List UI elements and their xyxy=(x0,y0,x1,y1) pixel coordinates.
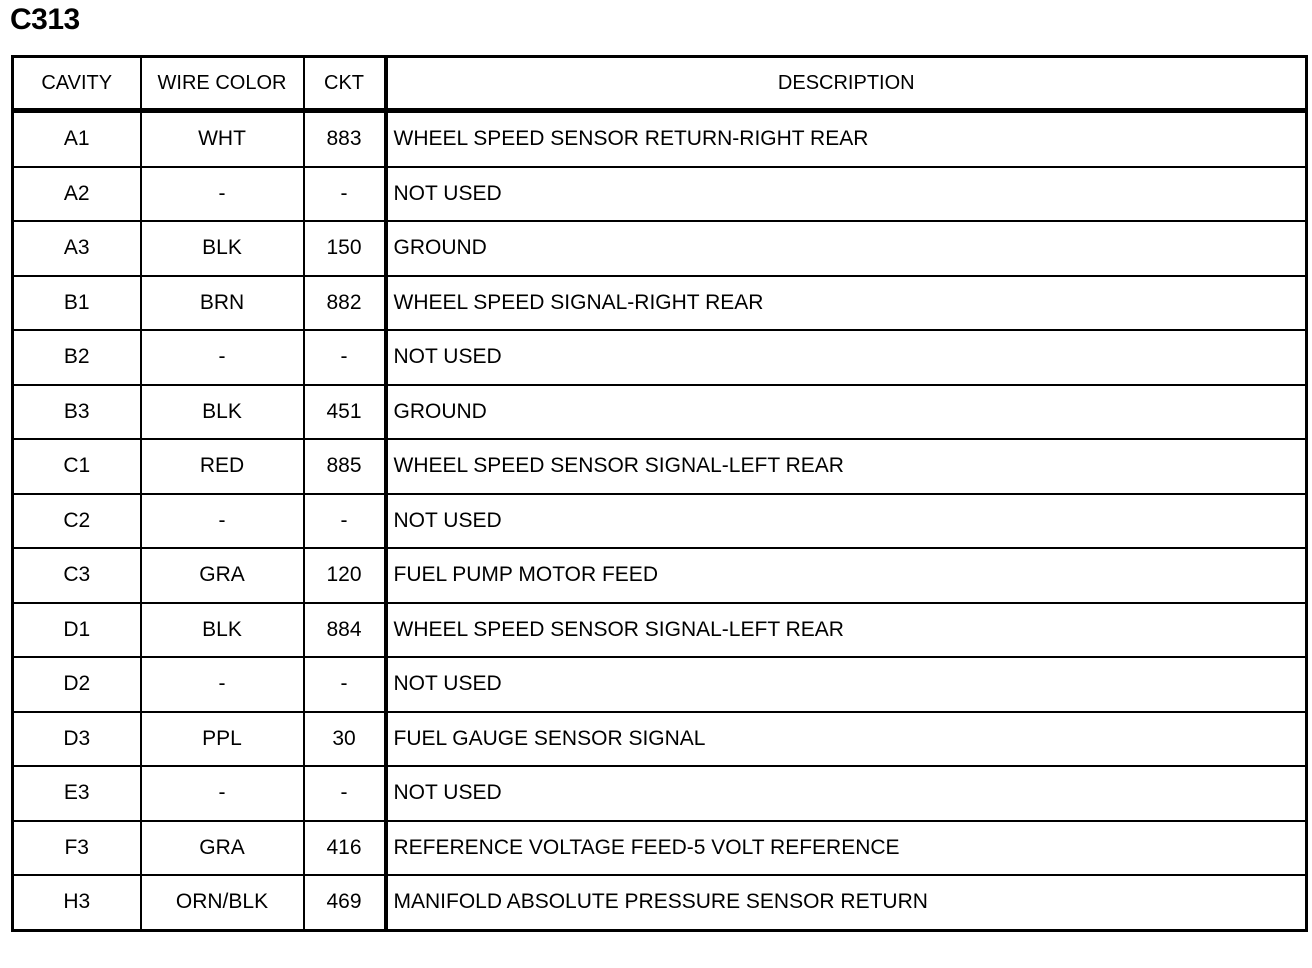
cell-ckt: - xyxy=(304,657,386,712)
cell-ckt: - xyxy=(304,167,386,222)
cell-description: MANIFOLD ABSOLUTE PRESSURE SENSOR RETURN xyxy=(386,875,1307,930)
table-row xyxy=(13,330,1307,385)
cell-wire-color: GRA xyxy=(141,548,304,603)
table-row xyxy=(13,821,1307,876)
table-row xyxy=(13,167,1307,222)
cell-wire-color: - xyxy=(141,494,304,549)
cell-wire-color: RED xyxy=(141,439,304,494)
cell-wire-color: - xyxy=(141,167,304,222)
cell-wire-color: GRA xyxy=(141,821,304,876)
cell-description: NOT USED xyxy=(386,330,1307,385)
cell-wire-color: BLK xyxy=(141,385,304,440)
header-wire-color: WIRE COLOR xyxy=(141,57,304,111)
cell-description: GROUND xyxy=(386,221,1307,276)
cell-ckt: 451 xyxy=(304,385,386,440)
cell-wire-color: BLK xyxy=(141,221,304,276)
cell-description: WHEEL SPEED SENSOR SIGNAL-LEFT REAR xyxy=(386,603,1307,658)
cell-cavity: F3 xyxy=(13,821,141,876)
cell-cavity: B3 xyxy=(13,385,141,440)
cell-ckt: 469 xyxy=(304,875,386,930)
table-body xyxy=(13,111,1307,931)
cell-cavity: B2 xyxy=(13,330,141,385)
header-ckt: CKT xyxy=(304,57,386,111)
cell-description: NOT USED xyxy=(386,167,1307,222)
connector-pinout-table xyxy=(11,55,1308,932)
table-row xyxy=(13,276,1307,331)
cell-description: NOT USED xyxy=(386,766,1307,821)
table-row xyxy=(13,712,1307,767)
cell-wire-color: - xyxy=(141,766,304,821)
cell-wire-color: ORN/BLK xyxy=(141,875,304,930)
table-row xyxy=(13,111,1307,167)
cell-description: GROUND xyxy=(386,385,1307,440)
header-cavity: CAVITY xyxy=(13,57,141,111)
cell-ckt: 30 xyxy=(304,712,386,767)
table-row xyxy=(13,875,1307,930)
cell-cavity: E3 xyxy=(13,766,141,821)
cell-cavity: A1 xyxy=(13,111,141,167)
cell-ckt: 885 xyxy=(304,439,386,494)
table-row xyxy=(13,439,1307,494)
cell-ckt: 416 xyxy=(304,821,386,876)
cell-ckt: 120 xyxy=(304,548,386,603)
cell-description: WHEEL SPEED SENSOR RETURN-RIGHT REAR xyxy=(386,111,1307,167)
cell-cavity: H3 xyxy=(13,875,141,930)
cell-description: WHEEL SPEED SENSOR SIGNAL-LEFT REAR xyxy=(386,439,1307,494)
cell-cavity: D2 xyxy=(13,657,141,712)
table-row xyxy=(13,657,1307,712)
table-row xyxy=(13,548,1307,603)
cell-description: FUEL PUMP MOTOR FEED xyxy=(386,548,1307,603)
cell-ckt: - xyxy=(304,766,386,821)
cell-wire-color: WHT xyxy=(141,111,304,167)
cell-wire-color: BRN xyxy=(141,276,304,331)
cell-description: WHEEL SPEED SIGNAL-RIGHT REAR xyxy=(386,276,1307,331)
cell-description: NOT USED xyxy=(386,494,1307,549)
header-description: DESCRIPTION xyxy=(386,57,1307,111)
table-row xyxy=(13,766,1307,821)
cell-cavity: C3 xyxy=(13,548,141,603)
table-row xyxy=(13,385,1307,440)
cell-wire-color: - xyxy=(141,330,304,385)
table-row xyxy=(13,221,1307,276)
cell-ckt: - xyxy=(304,494,386,549)
cell-cavity: A3 xyxy=(13,221,141,276)
connector-title: C313 xyxy=(10,3,80,36)
cell-description: REFERENCE VOLTAGE FEED-5 VOLT REFERENCE xyxy=(386,821,1307,876)
cell-cavity: A2 xyxy=(13,167,141,222)
table-header-row xyxy=(13,57,1307,111)
cell-cavity: C1 xyxy=(13,439,141,494)
cell-ckt: 883 xyxy=(304,111,386,167)
cell-wire-color: BLK xyxy=(141,603,304,658)
cell-ckt: 884 xyxy=(304,603,386,658)
cell-cavity: B1 xyxy=(13,276,141,331)
cell-wire-color: PPL xyxy=(141,712,304,767)
cell-description: NOT USED xyxy=(386,657,1307,712)
cell-cavity: C2 xyxy=(13,494,141,549)
cell-ckt: 150 xyxy=(304,221,386,276)
cell-wire-color: - xyxy=(141,657,304,712)
cell-ckt: - xyxy=(304,330,386,385)
cell-description: FUEL GAUGE SENSOR SIGNAL xyxy=(386,712,1307,767)
table-row xyxy=(13,494,1307,549)
cell-cavity: D3 xyxy=(13,712,141,767)
cell-cavity: D1 xyxy=(13,603,141,658)
cell-ckt: 882 xyxy=(304,276,386,331)
table-row xyxy=(13,603,1307,658)
